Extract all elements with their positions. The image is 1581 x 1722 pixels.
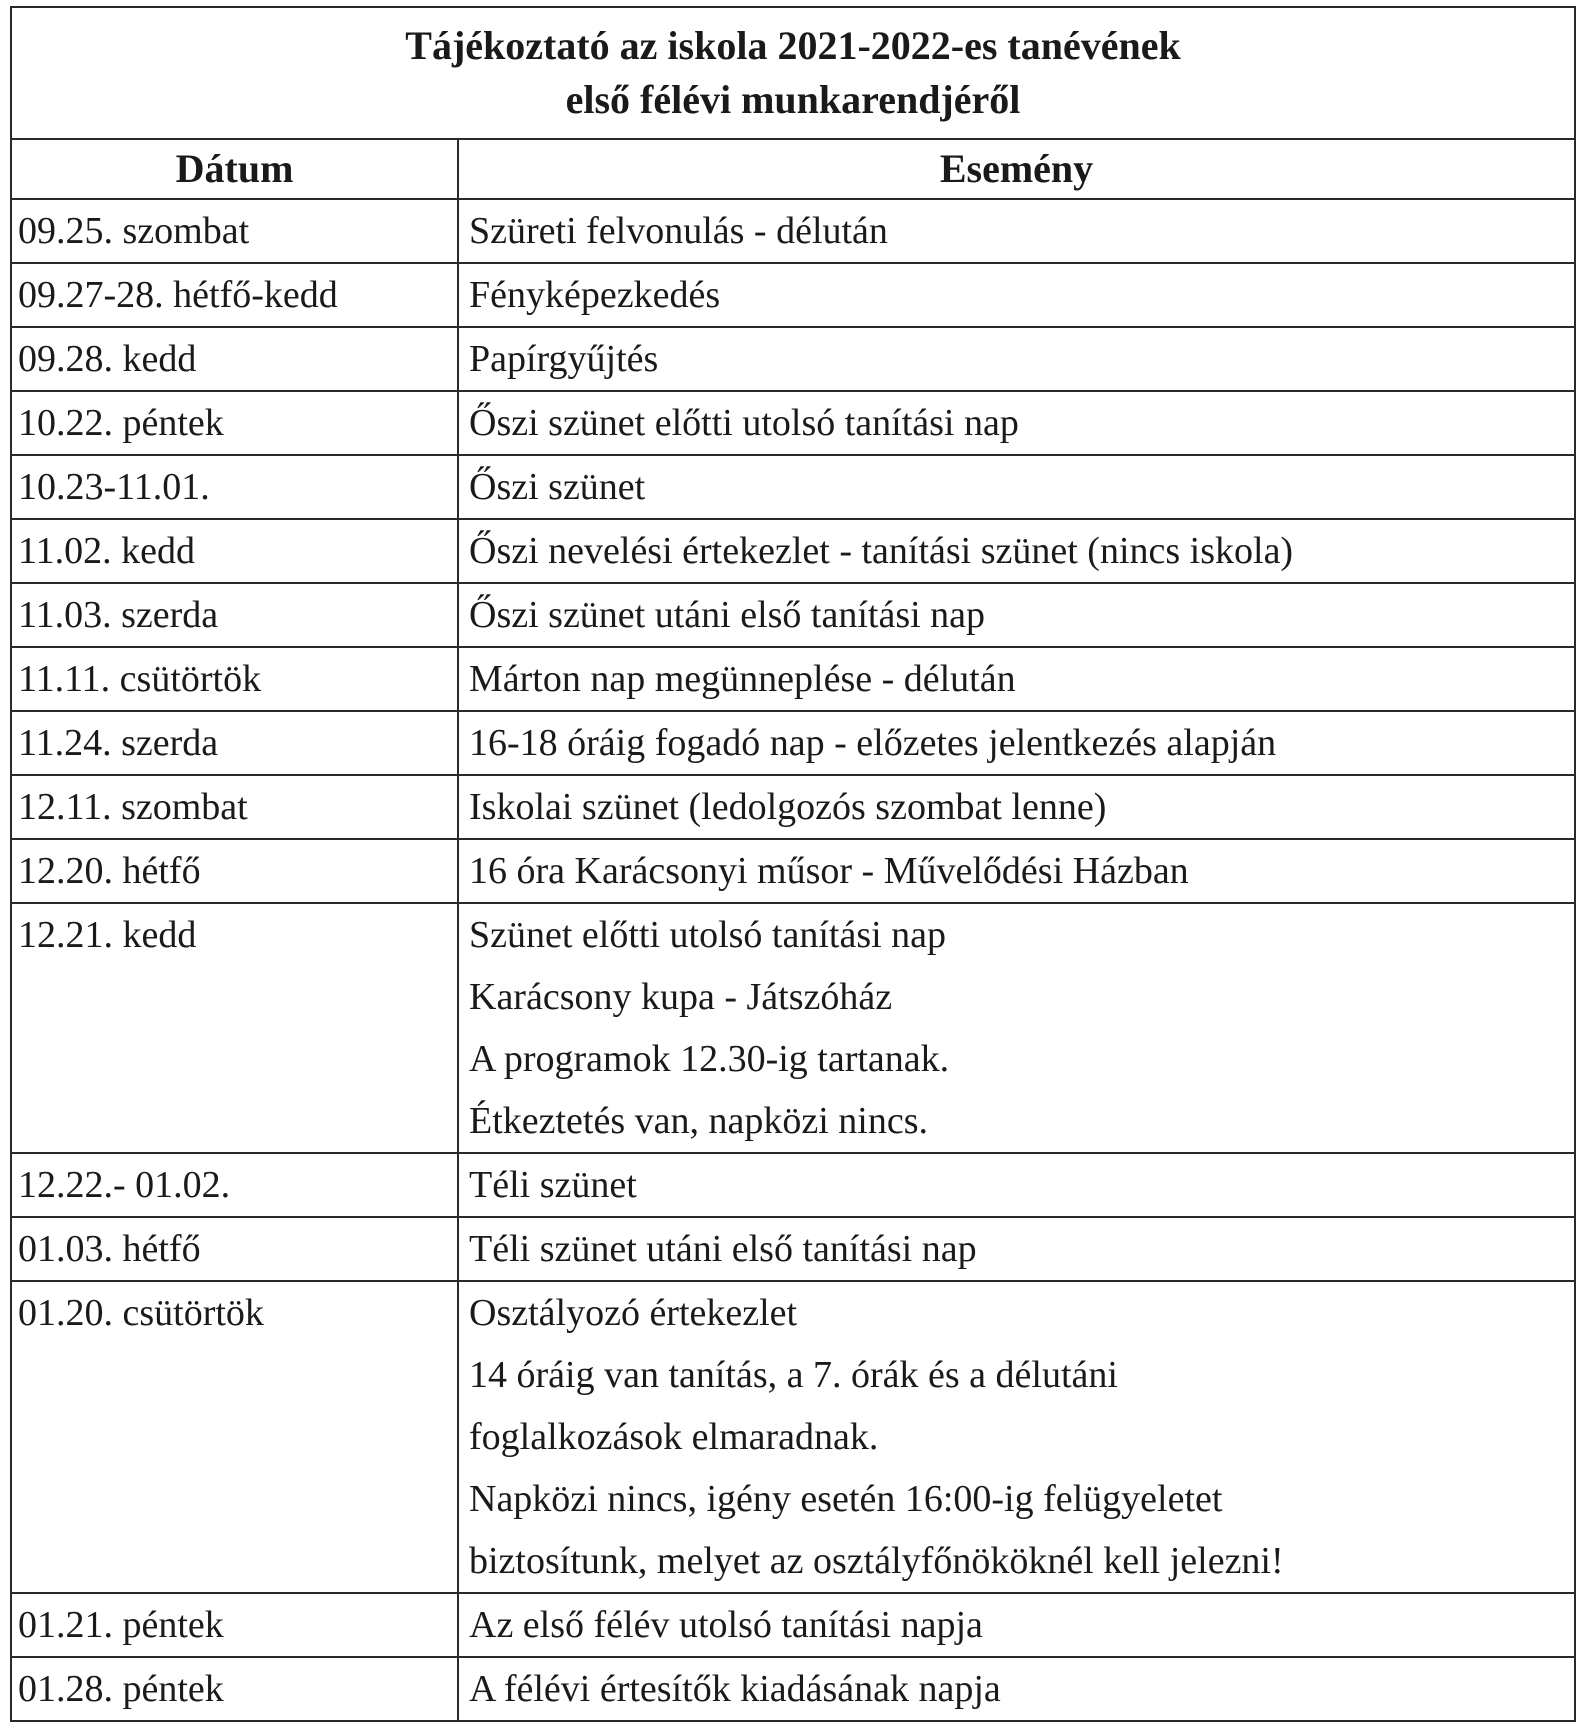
event-line: Őszi szünet	[469, 466, 646, 508]
event-line: Fényképezkedés	[469, 274, 721, 316]
date-cell: 11.11. csütörtök	[12, 647, 458, 711]
title-line-2: első félévi munkarendjéről	[565, 77, 1021, 122]
date-cell: 09.27-28. hétfő-kedd	[12, 263, 458, 327]
event-line: Szüreti felvonulás - délután	[469, 210, 888, 252]
event-cell	[458, 839, 1574, 903]
schedule-table	[12, 140, 1574, 1720]
header-row	[12, 140, 1574, 199]
event-line: Téli szünet utáni első tanítási nap	[469, 1228, 977, 1270]
date-cell: 12.21. kedd	[12, 903, 458, 1153]
schedule-document	[10, 6, 1576, 1722]
table-row	[12, 1657, 1574, 1720]
table-row	[12, 1593, 1574, 1657]
table-row	[12, 263, 1574, 327]
event-cell	[458, 519, 1574, 583]
event-line: 16-18 óráig fogadó nap - előzetes jelentkezés alapján	[469, 722, 1277, 764]
event-line: Karácsony kupa - Játszóház	[469, 976, 893, 1018]
event-line: Őszi szünet utáni első tanítási nap	[469, 594, 986, 636]
event-line: Márton nap megünneplése - délután	[469, 658, 1016, 700]
date-cell: 11.02. kedd	[12, 519, 458, 583]
table-row	[12, 647, 1574, 711]
date-cell: 12.22.- 01.02.	[12, 1153, 458, 1217]
event-line: Iskolai szünet (ledolgozós szombat lenne)	[469, 786, 1107, 828]
event-line: biztosítunk, melyet az osztályfőnököknél kell jelezni!	[469, 1540, 1284, 1582]
date-cell: 12.20. hétfő	[12, 839, 458, 903]
event-cell	[458, 583, 1574, 647]
date-cell: 01.20. csütörtök	[12, 1281, 458, 1593]
event-line: A félévi értesítők kiadásának napja	[469, 1668, 1001, 1710]
event-line: Papírgyűjtés	[469, 338, 659, 380]
event-cell	[458, 1217, 1574, 1281]
table-row	[12, 519, 1574, 583]
table-row	[12, 1153, 1574, 1217]
event-cell	[458, 327, 1574, 391]
event-line: Téli szünet	[469, 1164, 637, 1206]
event-line: Osztályozó értekezlet	[469, 1292, 798, 1334]
event-line: A programok 12.30-ig tartanak.	[469, 1038, 950, 1080]
event-line: Az első félév utolsó tanítási napja	[469, 1604, 983, 1646]
table-row	[12, 711, 1574, 775]
header-event: Esemény	[458, 140, 1574, 199]
date-cell: 01.21. péntek	[12, 1593, 458, 1657]
event-cell	[458, 647, 1574, 711]
date-cell: 01.03. hétfő	[12, 1217, 458, 1281]
event-cell	[458, 711, 1574, 775]
header-date: Dátum	[12, 140, 458, 199]
event-line: Napközi nincs, igény esetén 16:00-ig felügyeletet	[469, 1478, 1223, 1520]
date-cell: 09.28. kedd	[12, 327, 458, 391]
event-line: Őszi nevelési értekezlet - tanítási szünet (nincs iskola)	[469, 530, 1294, 572]
event-line: 16 óra Karácsonyi műsor - Művelődési Házban	[469, 850, 1189, 892]
event-line: Őszi szünet előtti utolsó tanítási nap	[469, 402, 1019, 444]
table-row	[12, 199, 1574, 263]
table-row	[12, 1281, 1574, 1593]
event-cell	[458, 1281, 1574, 1593]
table-row	[12, 775, 1574, 839]
event-line: Étkeztetés van, napközi nincs.	[469, 1100, 929, 1142]
event-line: 14 óráig van tanítás, a 7. órák és a délutáni	[469, 1354, 1118, 1396]
table-row	[12, 391, 1574, 455]
event-cell	[458, 775, 1574, 839]
event-cell	[458, 263, 1574, 327]
table-row	[12, 583, 1574, 647]
date-cell: 12.11. szombat	[12, 775, 458, 839]
table-row	[12, 903, 1574, 1153]
date-cell: 10.23-11.01.	[12, 455, 458, 519]
event-line: foglalkozások elmaradnak.	[469, 1416, 879, 1458]
date-cell: 01.28. péntek	[12, 1657, 458, 1720]
event-cell	[458, 1593, 1574, 1657]
schedule-rows	[12, 199, 1574, 1720]
date-cell: 10.22. péntek	[12, 391, 458, 455]
table-row	[12, 839, 1574, 903]
title-line-1: Tájékoztató az iskola 2021-2022-es tanévének	[405, 23, 1181, 68]
table-row	[12, 327, 1574, 391]
date-cell: 11.24. szerda	[12, 711, 458, 775]
event-cell	[458, 199, 1574, 263]
event-line: Szünet előtti utolsó tanítási nap	[469, 914, 947, 956]
date-cell: 09.25. szombat	[12, 199, 458, 263]
table-row	[12, 1217, 1574, 1281]
table-row	[12, 455, 1574, 519]
event-cell	[458, 455, 1574, 519]
date-cell: 11.03. szerda	[12, 583, 458, 647]
event-cell	[458, 903, 1574, 1153]
event-cell	[458, 1153, 1574, 1217]
event-cell	[458, 391, 1574, 455]
event-cell	[458, 1657, 1574, 1720]
document-title	[12, 8, 1574, 140]
